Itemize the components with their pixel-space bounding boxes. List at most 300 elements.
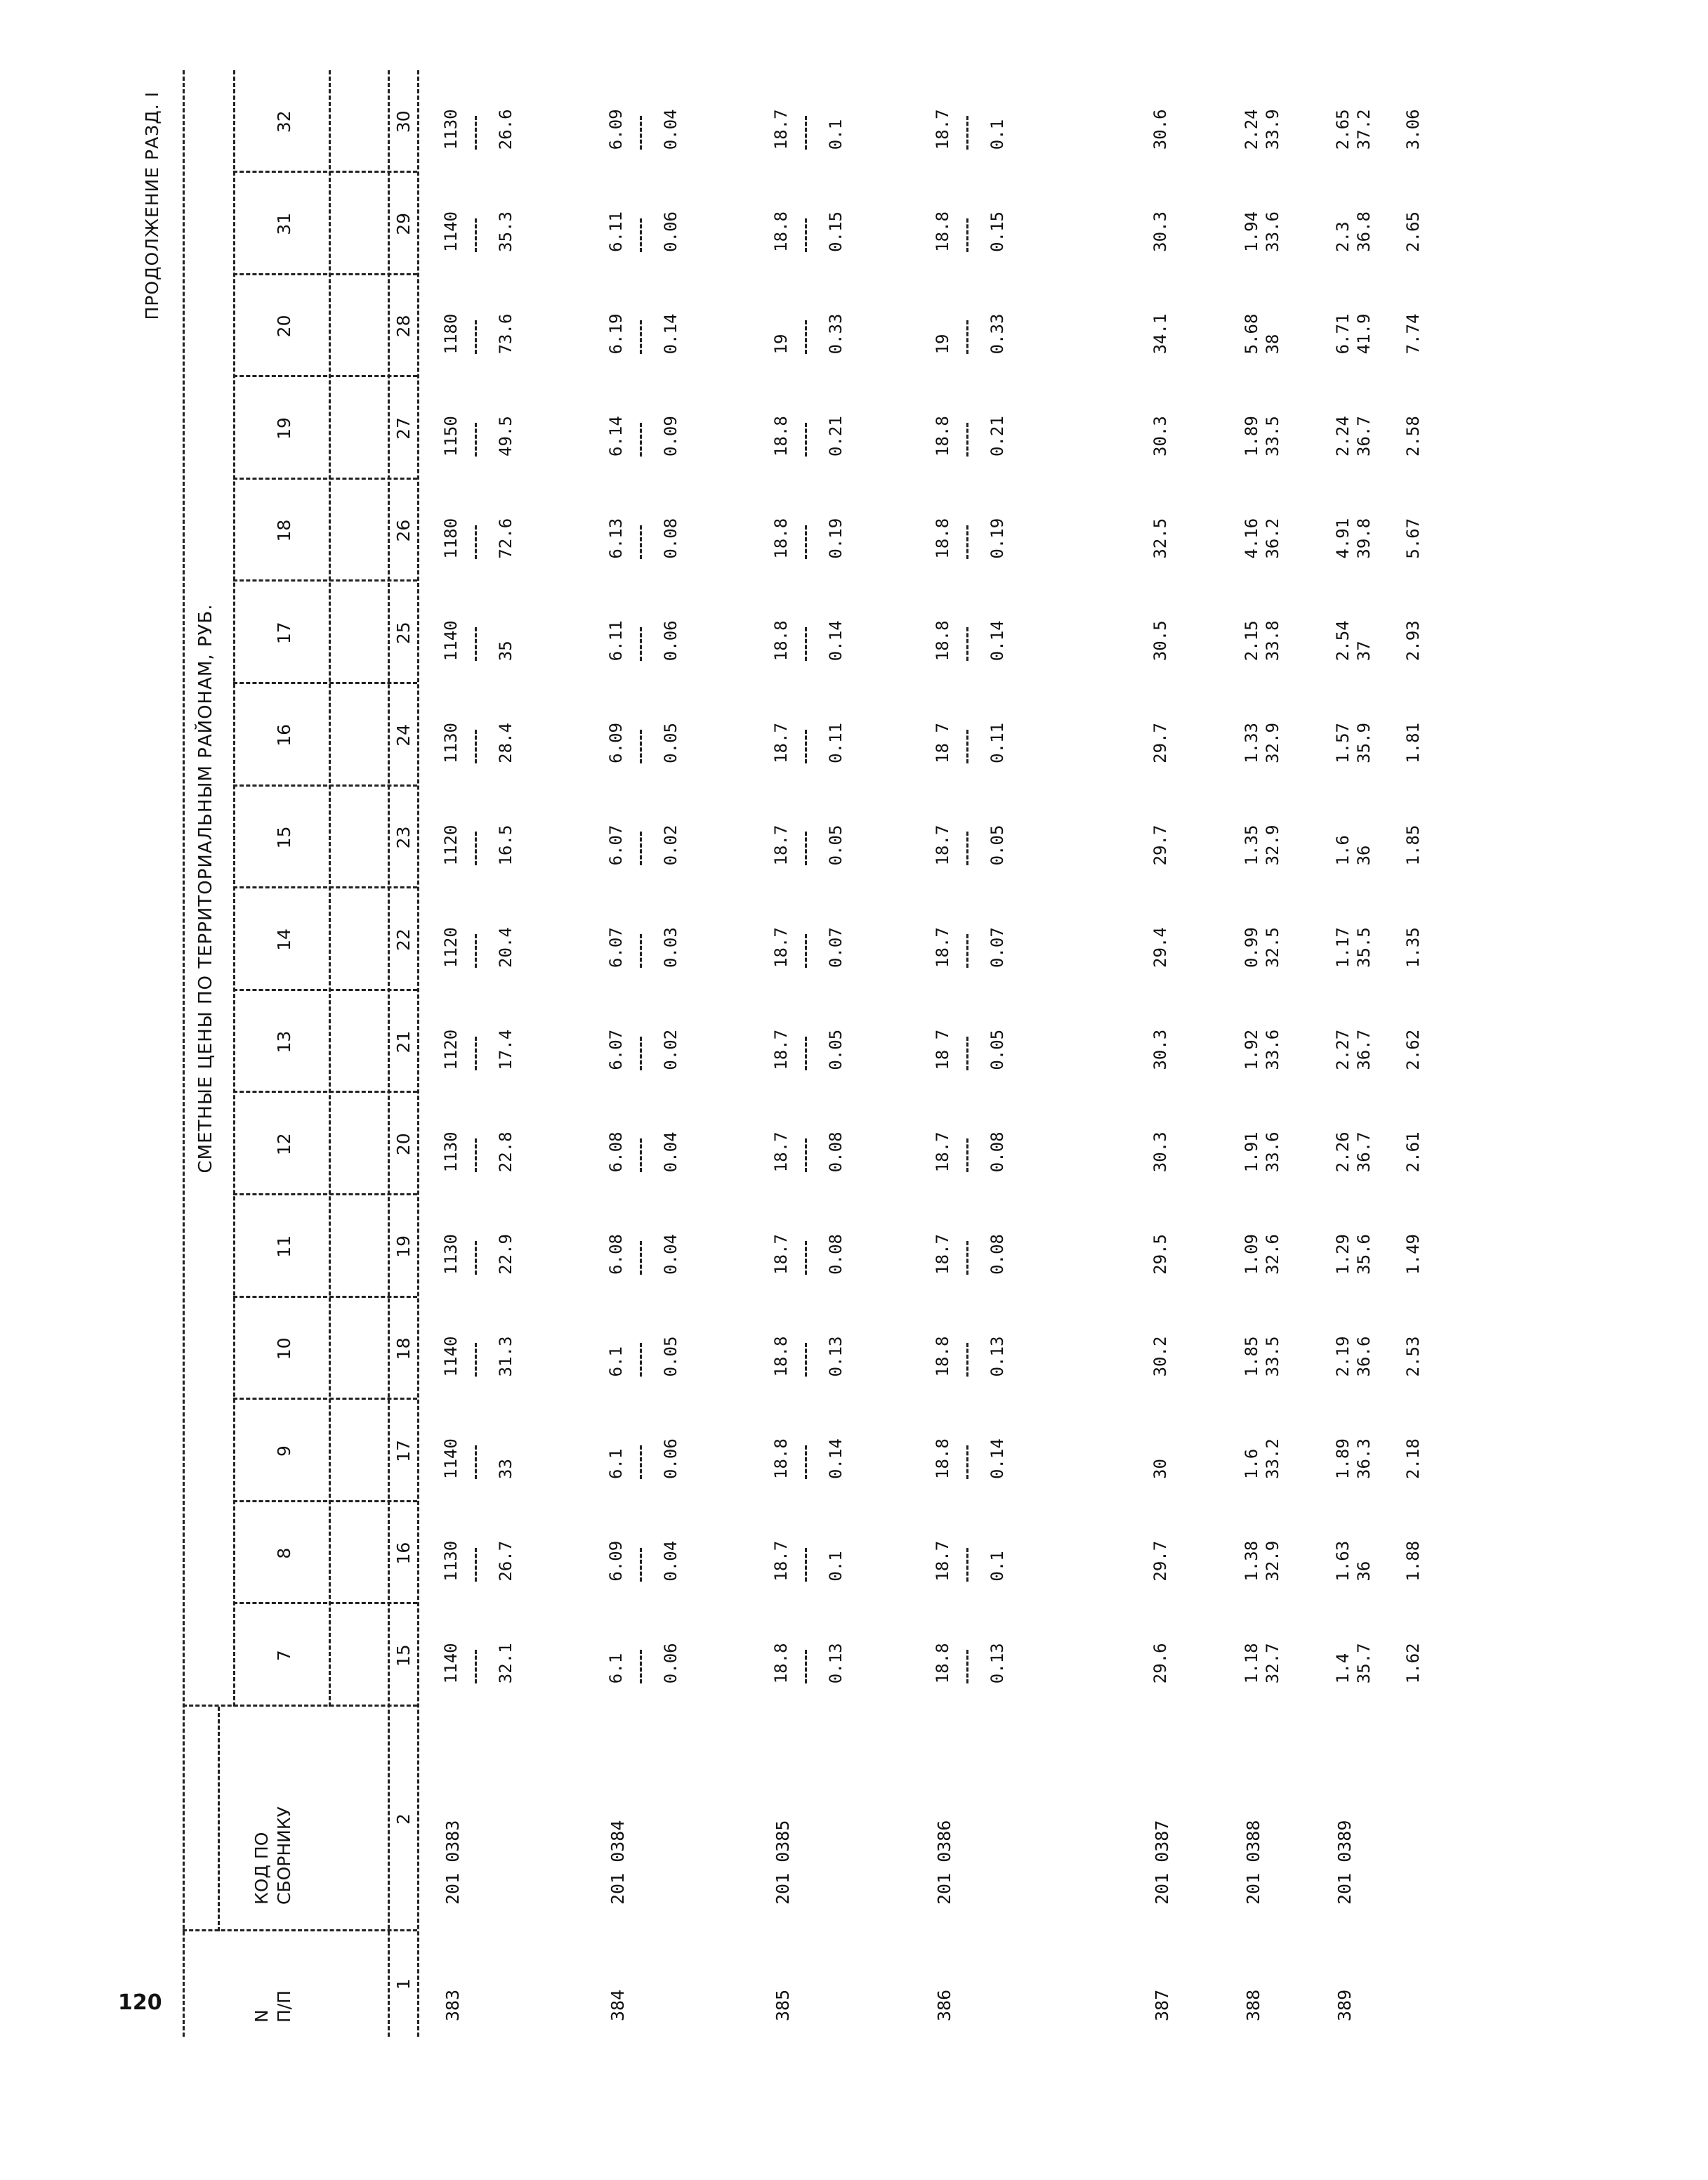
price-value-lower: 32.9 bbox=[1263, 723, 1282, 763]
row-code: 201 0383 bbox=[442, 1820, 463, 1905]
price-value-lower: 1.81 bbox=[1403, 723, 1423, 763]
price-numerator: 18.7 bbox=[771, 1131, 791, 1173]
price-numerator: 18.7 bbox=[933, 1234, 952, 1275]
index-cell: 27 bbox=[393, 417, 414, 440]
row-code: 201 0384 bbox=[607, 1820, 628, 1905]
fraction-bar bbox=[640, 1037, 642, 1070]
fraction-bar bbox=[475, 627, 477, 661]
row-code: 201 0386 bbox=[934, 1820, 954, 1905]
price-numerator: 6.08 bbox=[606, 1131, 626, 1173]
fraction-bar bbox=[805, 1037, 807, 1070]
price-value: 30.3 bbox=[1150, 1131, 1170, 1173]
price-value-upper: 1.57 bbox=[1333, 723, 1353, 763]
price-numerator: 18.8 bbox=[933, 1336, 952, 1377]
fraction-bar bbox=[475, 116, 477, 150]
price-numerator: 18.7 bbox=[771, 825, 791, 866]
price-denominator: 0.13 bbox=[987, 1336, 1007, 1377]
fraction-bar bbox=[640, 320, 642, 354]
price-value-lower: 3.06 bbox=[1403, 109, 1423, 150]
price-denominator: 0.08 bbox=[987, 1131, 1007, 1173]
price-numerator: 1140 bbox=[441, 1643, 461, 1684]
price-numerator: 1150 bbox=[441, 416, 461, 457]
district-column-number: 31 bbox=[274, 212, 294, 235]
price-value-upper: 2.65 bbox=[1333, 109, 1353, 150]
fraction-bar bbox=[640, 525, 642, 559]
fraction-bar bbox=[966, 1343, 968, 1377]
price-numerator: 19 bbox=[933, 334, 952, 355]
district-column-divider bbox=[233, 784, 417, 787]
price-value-lower: 32.7 bbox=[1263, 1643, 1282, 1684]
price-value-lower: 32.5 bbox=[1263, 927, 1282, 968]
fraction-bar bbox=[966, 1445, 968, 1479]
row-number: 389 bbox=[1334, 1989, 1355, 2021]
price-value-lower: 32.9 bbox=[1263, 1540, 1282, 1582]
row-number: 387 bbox=[1152, 1989, 1172, 2021]
district-column-number: 19 bbox=[274, 417, 294, 440]
price-value-upper: 2.24 bbox=[1242, 109, 1261, 150]
fraction-bar bbox=[805, 1650, 807, 1683]
district-column-number: 18 bbox=[274, 519, 294, 542]
price-denominator: 32.1 bbox=[496, 1643, 515, 1684]
price-value-middle: 36.7 bbox=[1354, 1131, 1374, 1173]
district-column-divider bbox=[233, 1398, 417, 1400]
district-column-divider bbox=[233, 1500, 417, 1502]
price-denominator: 20.4 bbox=[496, 927, 515, 968]
fraction-bar bbox=[475, 1037, 477, 1070]
index-cell: 26 bbox=[393, 519, 414, 542]
price-denominator: 0.15 bbox=[826, 211, 846, 252]
fraction-bar bbox=[475, 832, 477, 865]
district-column-divider bbox=[233, 579, 417, 582]
code-header-label-2: СБОРНИКУ bbox=[274, 1806, 294, 1905]
price-value-middle: 35.7 bbox=[1354, 1643, 1374, 1684]
district-column-divider bbox=[233, 1602, 417, 1604]
price-value: 29.7 bbox=[1150, 1540, 1170, 1582]
price-denominator: 31.3 bbox=[496, 1336, 515, 1377]
fraction-bar bbox=[640, 218, 642, 252]
index-cell: 29 bbox=[393, 212, 414, 235]
fraction-bar bbox=[966, 320, 968, 354]
fraction-bar bbox=[475, 320, 477, 354]
price-numerator: 6.11 bbox=[606, 211, 626, 252]
district-column-number: 11 bbox=[274, 1235, 294, 1258]
price-denominator: 0.03 bbox=[661, 927, 681, 968]
price-value-upper: 1.89 bbox=[1242, 416, 1261, 457]
price-denominator: 49.5 bbox=[496, 416, 515, 457]
price-numerator: 18.7 bbox=[771, 1029, 791, 1070]
price-denominator: 35.3 bbox=[496, 211, 515, 252]
index-cell: 22 bbox=[393, 928, 414, 951]
price-numerator: 1120 bbox=[441, 825, 461, 866]
district-column-divider bbox=[233, 682, 417, 684]
price-denominator: 28.4 bbox=[496, 723, 515, 763]
price-value-upper: 4.16 bbox=[1242, 518, 1261, 559]
district-column-divider bbox=[233, 171, 417, 173]
district-column-number: 32 bbox=[274, 110, 294, 133]
code-header-label: КОД ПО bbox=[251, 1832, 272, 1905]
price-value-upper: 2.26 bbox=[1333, 1131, 1353, 1173]
price-value-lower: 32.6 bbox=[1263, 1234, 1282, 1275]
index-cell: 19 bbox=[393, 1235, 414, 1258]
header-bottom-rule bbox=[388, 70, 390, 2037]
price-denominator: 0.04 bbox=[661, 1540, 681, 1582]
price-denominator: 17.4 bbox=[496, 1029, 515, 1070]
price-value-upper: 1.18 bbox=[1242, 1643, 1261, 1684]
price-value-upper: 1.6 bbox=[1242, 1448, 1261, 1479]
price-denominator: 0.19 bbox=[987, 518, 1007, 559]
district-column-number: 8 bbox=[274, 1547, 294, 1559]
district-column-number: 12 bbox=[274, 1133, 294, 1156]
price-value-lower: 2.18 bbox=[1403, 1438, 1423, 1479]
district-column-divider bbox=[233, 1091, 417, 1093]
fraction-bar bbox=[805, 218, 807, 252]
price-numerator: 1120 bbox=[441, 1029, 461, 1070]
price-value-upper: 2.24 bbox=[1333, 416, 1353, 457]
price-denominator: 33 bbox=[496, 1459, 515, 1479]
price-value-lower: 32.9 bbox=[1263, 825, 1282, 866]
fraction-bar bbox=[966, 1241, 968, 1275]
price-value-lower: 1.49 bbox=[1403, 1234, 1423, 1275]
price-value-lower: 1.88 bbox=[1403, 1540, 1423, 1582]
price-denominator: 0.11 bbox=[987, 723, 1007, 763]
row-number: 383 bbox=[442, 1989, 463, 2021]
price-value-upper: 1.63 bbox=[1333, 1540, 1353, 1582]
price-numerator: 18.8 bbox=[933, 518, 952, 559]
price-value-lower: 2.61 bbox=[1403, 1131, 1423, 1173]
price-numerator: 18.8 bbox=[771, 620, 791, 662]
price-value-upper: 1.6 bbox=[1333, 835, 1353, 866]
price-denominator: 0.15 bbox=[987, 211, 1007, 252]
price-value-lower: 33.9 bbox=[1263, 109, 1282, 150]
index-cell: 17 bbox=[393, 1440, 414, 1462]
price-value-lower: 2.58 bbox=[1403, 416, 1423, 457]
price-denominator: 0.06 bbox=[661, 1438, 681, 1479]
price-denominator: 0.05 bbox=[661, 1336, 681, 1377]
price-denominator: 0.1 bbox=[987, 1551, 1007, 1582]
fraction-bar bbox=[966, 1650, 968, 1683]
fraction-bar bbox=[966, 525, 968, 559]
fraction-bar bbox=[640, 934, 642, 968]
fraction-bar bbox=[475, 934, 477, 968]
price-value-middle: 36.6 bbox=[1354, 1336, 1374, 1377]
price-value: 34.1 bbox=[1150, 313, 1170, 355]
price-denominator: 0.04 bbox=[661, 1131, 681, 1173]
district-column-number: 7 bbox=[274, 1650, 294, 1662]
fraction-bar bbox=[640, 832, 642, 865]
price-value-lower: 38 bbox=[1263, 334, 1282, 355]
price-numerator: 18.7 bbox=[933, 825, 952, 866]
price-numerator: 1180 bbox=[441, 518, 461, 559]
price-denominator: 0.05 bbox=[661, 723, 681, 763]
price-numerator: 1120 bbox=[441, 927, 461, 968]
price-numerator: 6.19 bbox=[606, 313, 626, 355]
price-value-upper: 2.3 bbox=[1333, 221, 1353, 252]
index-cell: 24 bbox=[393, 723, 414, 747]
price-denominator: 73.6 bbox=[496, 313, 515, 355]
price-value-upper: 1.94 bbox=[1242, 211, 1261, 252]
price-value-lower: 2.62 bbox=[1403, 1029, 1423, 1070]
price-value: 30.3 bbox=[1150, 1029, 1170, 1070]
price-denominator: 0.14 bbox=[826, 620, 846, 662]
index-row-rule bbox=[417, 70, 419, 2037]
price-value-lower: 33.5 bbox=[1263, 1336, 1282, 1377]
price-value: 30.6 bbox=[1150, 109, 1170, 150]
fraction-bar bbox=[475, 1548, 477, 1582]
price-numerator: 1130 bbox=[441, 1131, 461, 1173]
index-cell: 25 bbox=[393, 622, 414, 645]
fraction-bar bbox=[966, 627, 968, 661]
fraction-bar bbox=[966, 423, 968, 457]
fraction-bar bbox=[805, 627, 807, 661]
price-value-middle: 35.6 bbox=[1354, 1234, 1374, 1275]
index-cell: 15 bbox=[393, 1644, 414, 1667]
price-numerator: 6.1 bbox=[606, 1653, 626, 1684]
price-denominator: 0.06 bbox=[661, 211, 681, 252]
district-column-number: 20 bbox=[274, 315, 294, 338]
price-numerator: 18.7 bbox=[933, 1540, 952, 1582]
fraction-bar bbox=[640, 730, 642, 763]
fraction-bar bbox=[475, 1650, 477, 1683]
row-code: 201 0388 bbox=[1243, 1820, 1263, 1905]
index-cell: 30 bbox=[393, 110, 414, 133]
price-value-upper: 1.92 bbox=[1242, 1029, 1261, 1070]
section-continuation-note: ПРОДОЛЖЕНИЕ РАЗД. I bbox=[142, 91, 162, 320]
price-numerator: 6.1 bbox=[606, 1448, 626, 1479]
price-denominator: 16.5 bbox=[496, 825, 515, 866]
fraction-bar bbox=[640, 1650, 642, 1683]
index-cell: 28 bbox=[393, 315, 414, 338]
price-numerator: 18.7 bbox=[933, 927, 952, 968]
price-value: 30 bbox=[1150, 1459, 1170, 1479]
price-value: 30.2 bbox=[1150, 1336, 1170, 1377]
district-column-divider bbox=[233, 273, 417, 275]
header-short-rule bbox=[218, 1707, 220, 1931]
price-denominator: 0.05 bbox=[987, 825, 1007, 866]
price-denominator: 0.05 bbox=[987, 1029, 1007, 1070]
price-denominator: 0.13 bbox=[987, 1643, 1007, 1684]
price-denominator: 26.6 bbox=[496, 109, 515, 150]
row-code: 201 0389 bbox=[1334, 1820, 1355, 1905]
price-numerator: 18.8 bbox=[771, 416, 791, 457]
fraction-bar bbox=[805, 934, 807, 968]
price-denominator: 0.1 bbox=[987, 119, 1007, 150]
price-numerator: 1130 bbox=[441, 1234, 461, 1275]
price-denominator: 0.14 bbox=[826, 1438, 846, 1479]
price-denominator: 0.04 bbox=[661, 1234, 681, 1275]
price-value-middle: 36.7 bbox=[1354, 416, 1374, 457]
price-denominator: 0.07 bbox=[987, 927, 1007, 968]
price-value: 30.3 bbox=[1150, 211, 1170, 252]
district-column-divider bbox=[233, 478, 417, 480]
price-numerator: 6.1 bbox=[606, 1346, 626, 1377]
price-numerator: 18.8 bbox=[771, 518, 791, 559]
price-value: 29.7 bbox=[1150, 723, 1170, 763]
index-cell: 2 bbox=[393, 1813, 414, 1825]
price-value-upper: 2.54 bbox=[1333, 620, 1353, 662]
price-denominator: 0.04 bbox=[661, 109, 681, 150]
group-title: СМЕТНЫЕ ЦЕНЫ ПО ТЕРРИТОРИАЛЬНЫМ РАЙОНАМ, РУБ. bbox=[195, 603, 216, 1174]
price-numerator: 6.07 bbox=[606, 927, 626, 968]
price-value-middle: 36 bbox=[1354, 1561, 1374, 1582]
price-numerator: 1140 bbox=[441, 1438, 461, 1479]
price-numerator: 18 7 bbox=[933, 723, 952, 763]
price-value-upper: 1.4 bbox=[1333, 1653, 1353, 1684]
fraction-bar bbox=[475, 423, 477, 457]
fraction-bar bbox=[805, 730, 807, 763]
price-value-lower: 36.2 bbox=[1263, 518, 1282, 559]
fraction-bar bbox=[475, 525, 477, 559]
price-denominator: 0.02 bbox=[661, 1029, 681, 1070]
price-numerator: 1140 bbox=[441, 211, 461, 252]
fraction-bar bbox=[805, 116, 807, 150]
price-numerator: 1140 bbox=[441, 620, 461, 662]
fraction-bar bbox=[966, 730, 968, 763]
price-value-middle: 41.9 bbox=[1354, 313, 1374, 355]
price-numerator: 6.07 bbox=[606, 825, 626, 866]
price-value-lower: 2.65 bbox=[1403, 211, 1423, 252]
price-numerator: 18.8 bbox=[933, 1643, 952, 1684]
fraction-bar bbox=[966, 1138, 968, 1172]
price-value-upper: 2.27 bbox=[1333, 1029, 1353, 1070]
price-numerator: 6.09 bbox=[606, 723, 626, 763]
price-table-sheet bbox=[140, 70, 1671, 2037]
fraction-bar bbox=[475, 218, 477, 252]
fraction-bar bbox=[640, 423, 642, 457]
district-column-divider bbox=[233, 1193, 417, 1195]
price-numerator: 6.13 bbox=[606, 518, 626, 559]
price-value-middle: 36.8 bbox=[1354, 211, 1374, 252]
fraction-bar bbox=[805, 1138, 807, 1172]
price-numerator: 18.8 bbox=[771, 1336, 791, 1377]
price-numerator: 18.7 bbox=[933, 1131, 952, 1173]
price-value-upper: 1.91 bbox=[1242, 1131, 1261, 1173]
price-denominator: 0.06 bbox=[661, 620, 681, 662]
price-numerator: 6.09 bbox=[606, 109, 626, 150]
district-column-number: 14 bbox=[274, 928, 294, 951]
price-value-lower: 33.6 bbox=[1263, 1029, 1282, 1070]
price-value: 29.7 bbox=[1150, 825, 1170, 866]
price-value-upper: 2.15 bbox=[1242, 620, 1261, 662]
price-value-lower: 33.8 bbox=[1263, 620, 1282, 662]
price-denominator: 0.21 bbox=[826, 416, 846, 457]
district-column-number: 13 bbox=[274, 1030, 294, 1053]
index-cell: 23 bbox=[393, 826, 414, 849]
fraction-bar bbox=[475, 1343, 477, 1377]
price-value-lower: 1.35 bbox=[1403, 927, 1423, 968]
price-value-middle: 37.2 bbox=[1354, 109, 1374, 150]
index-cell: 21 bbox=[393, 1030, 414, 1053]
price-denominator: 0.02 bbox=[661, 825, 681, 866]
fraction-bar bbox=[640, 627, 642, 661]
price-value: 29.4 bbox=[1150, 927, 1170, 968]
fraction-bar bbox=[966, 218, 968, 252]
row-number: 385 bbox=[773, 1989, 793, 2021]
index-cell: 1 bbox=[393, 1978, 414, 1990]
price-value-upper: 1.29 bbox=[1333, 1234, 1353, 1275]
fraction-bar bbox=[475, 1241, 477, 1275]
price-numerator: 19 bbox=[771, 334, 791, 355]
price-numerator: 6.07 bbox=[606, 1029, 626, 1070]
code-column-divider bbox=[183, 1705, 417, 1707]
price-value: 30.3 bbox=[1150, 416, 1170, 457]
price-value-upper: 6.71 bbox=[1333, 313, 1353, 355]
price-numerator: 18.8 bbox=[933, 416, 952, 457]
fraction-bar bbox=[966, 832, 968, 865]
price-denominator: 0.1 bbox=[826, 1551, 846, 1582]
price-value-upper: 1.33 bbox=[1242, 723, 1261, 763]
price-value-upper: 2.19 bbox=[1333, 1336, 1353, 1377]
price-denominator: 22.9 bbox=[496, 1234, 515, 1275]
price-numerator: 1140 bbox=[441, 1336, 461, 1377]
price-value-upper: 0.99 bbox=[1242, 927, 1261, 968]
price-denominator: 0.14 bbox=[661, 313, 681, 355]
price-numerator: 18.8 bbox=[771, 1643, 791, 1684]
district-column-number: 16 bbox=[274, 723, 294, 747]
price-denominator: 0.13 bbox=[826, 1336, 846, 1377]
fraction-bar bbox=[805, 1241, 807, 1275]
pp-header-label: П/П bbox=[274, 1990, 294, 2023]
price-value-lower: 1.85 bbox=[1403, 825, 1423, 866]
price-numerator: 18.8 bbox=[933, 211, 952, 252]
row-code: 201 0387 bbox=[1152, 1820, 1172, 1905]
district-column-number: 15 bbox=[274, 826, 294, 849]
price-value-lower: 33.6 bbox=[1263, 211, 1282, 252]
index-cell: 16 bbox=[393, 1542, 414, 1565]
price-denominator: 0.05 bbox=[826, 825, 846, 866]
fraction-bar bbox=[966, 934, 968, 968]
price-denominator: 0.1 bbox=[826, 119, 846, 150]
price-value-lower: 2.53 bbox=[1403, 1336, 1423, 1377]
price-value-upper: 1.35 bbox=[1242, 825, 1261, 866]
price-denominator: 72.6 bbox=[496, 518, 515, 559]
price-denominator: 0.08 bbox=[661, 518, 681, 559]
price-value-upper: 1.38 bbox=[1242, 1540, 1261, 1582]
price-denominator: 0.13 bbox=[826, 1643, 846, 1684]
price-value: 30.5 bbox=[1150, 620, 1170, 662]
price-numerator: 1180 bbox=[441, 313, 461, 355]
fraction-bar bbox=[805, 423, 807, 457]
fraction-bar bbox=[805, 320, 807, 354]
fraction-bar bbox=[640, 1241, 642, 1275]
fraction-bar bbox=[805, 525, 807, 559]
price-denominator: 0.08 bbox=[987, 1234, 1007, 1275]
fraction-bar bbox=[966, 116, 968, 150]
price-numerator: 18.7 bbox=[771, 1234, 791, 1275]
price-numerator: 1130 bbox=[441, 1540, 461, 1582]
price-value-upper: 1.09 bbox=[1242, 1234, 1261, 1275]
price-value-middle: 39.8 bbox=[1354, 518, 1374, 559]
fraction-bar bbox=[805, 1548, 807, 1582]
price-value-lower: 33.2 bbox=[1263, 1438, 1282, 1479]
district-column-number: 9 bbox=[274, 1445, 294, 1457]
price-denominator: 0.09 bbox=[661, 416, 681, 457]
price-denominator: 0.21 bbox=[987, 416, 1007, 457]
price-value-upper: 1.85 bbox=[1242, 1336, 1261, 1377]
district-column-divider bbox=[233, 1296, 417, 1298]
fraction-bar bbox=[640, 1445, 642, 1479]
row-code: 201 0385 bbox=[773, 1820, 793, 1905]
district-column-divider bbox=[233, 989, 417, 991]
index-cell: 18 bbox=[393, 1337, 414, 1360]
price-numerator: 1130 bbox=[441, 723, 461, 763]
price-value-middle: 36 bbox=[1354, 845, 1374, 866]
price-denominator: 0.19 bbox=[826, 518, 846, 559]
price-value-lower: 33.5 bbox=[1263, 416, 1282, 457]
price-value-upper: 5.68 bbox=[1242, 313, 1261, 355]
price-denominator: 0.08 bbox=[826, 1131, 846, 1173]
fraction-bar bbox=[966, 1548, 968, 1582]
price-value-upper: 1.17 bbox=[1333, 927, 1353, 968]
